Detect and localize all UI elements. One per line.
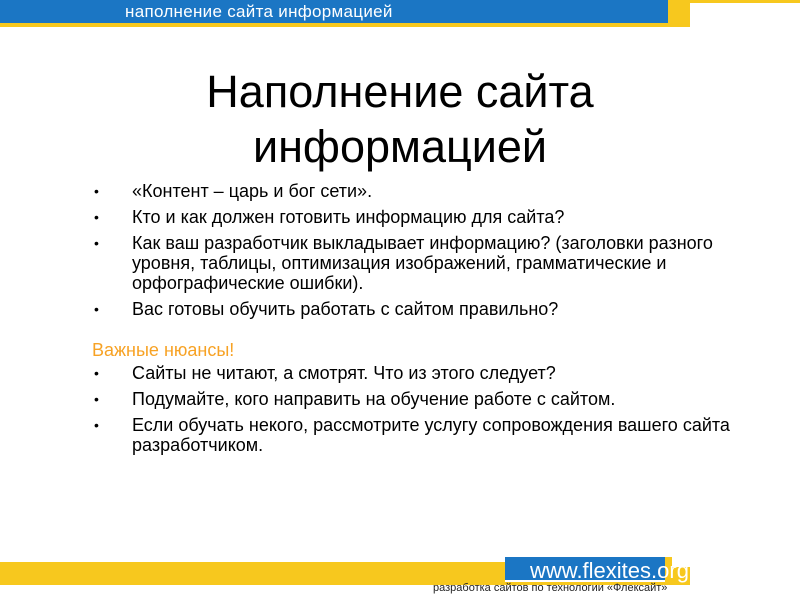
list-item [92,389,732,409]
important-bullet-list [92,363,732,461]
list-item [92,233,732,293]
list-item [92,299,732,319]
list-item [92,363,732,383]
important-heading: Важные нюансы! [92,340,235,360]
list-item-text: «Контент – царь и бог сети». [132,181,373,201]
banner-title: наполнение сайта информацией [125,2,393,21]
bullet-icon: • [94,209,99,225]
list-item-text: Подумайте, кого направить на обучение работе с сайтом. [132,389,616,409]
footer-tagline: разработка сайтов по технологии «Флексайт» [433,582,668,594]
list-item [92,181,732,201]
footer-url[interactable]: www.flexites.org [530,558,689,583]
list-item-text: Вас готовы обучить работать с сайтом правильно? [132,299,559,319]
bullet-icon: • [94,417,99,433]
main-bullet-list [92,181,732,325]
top-banner-bar [0,0,668,23]
slide-title-line-2: информацией [252,121,548,172]
bullet-icon: • [94,183,99,199]
bullet-icon: • [94,235,99,251]
bullet-icon: • [94,391,99,407]
bullet-icon: • [94,365,99,381]
list-item-text: Как ваш разработчик выкладывает информацию? (заголовки разного уровня, таблицы, оптимизация изображений, грамматические и орфографические ошибки). [132,233,713,293]
top-banner [0,0,800,27]
list-item-text: Сайты не читают, а смотрят. Что из этого следует? [132,363,556,383]
slide-title [0,64,800,174]
slide-title-line-1: Наполнение сайта [206,66,594,117]
bullet-icon: • [94,301,99,317]
list-item-text: Кто и как должен готовить информацию для сайта? [132,207,565,227]
list-item [92,207,732,227]
list-item [92,415,732,455]
list-item-text: Если обучать некого, рассмотрите услугу сопровождения вашего сайта разработчиком. [132,415,730,455]
